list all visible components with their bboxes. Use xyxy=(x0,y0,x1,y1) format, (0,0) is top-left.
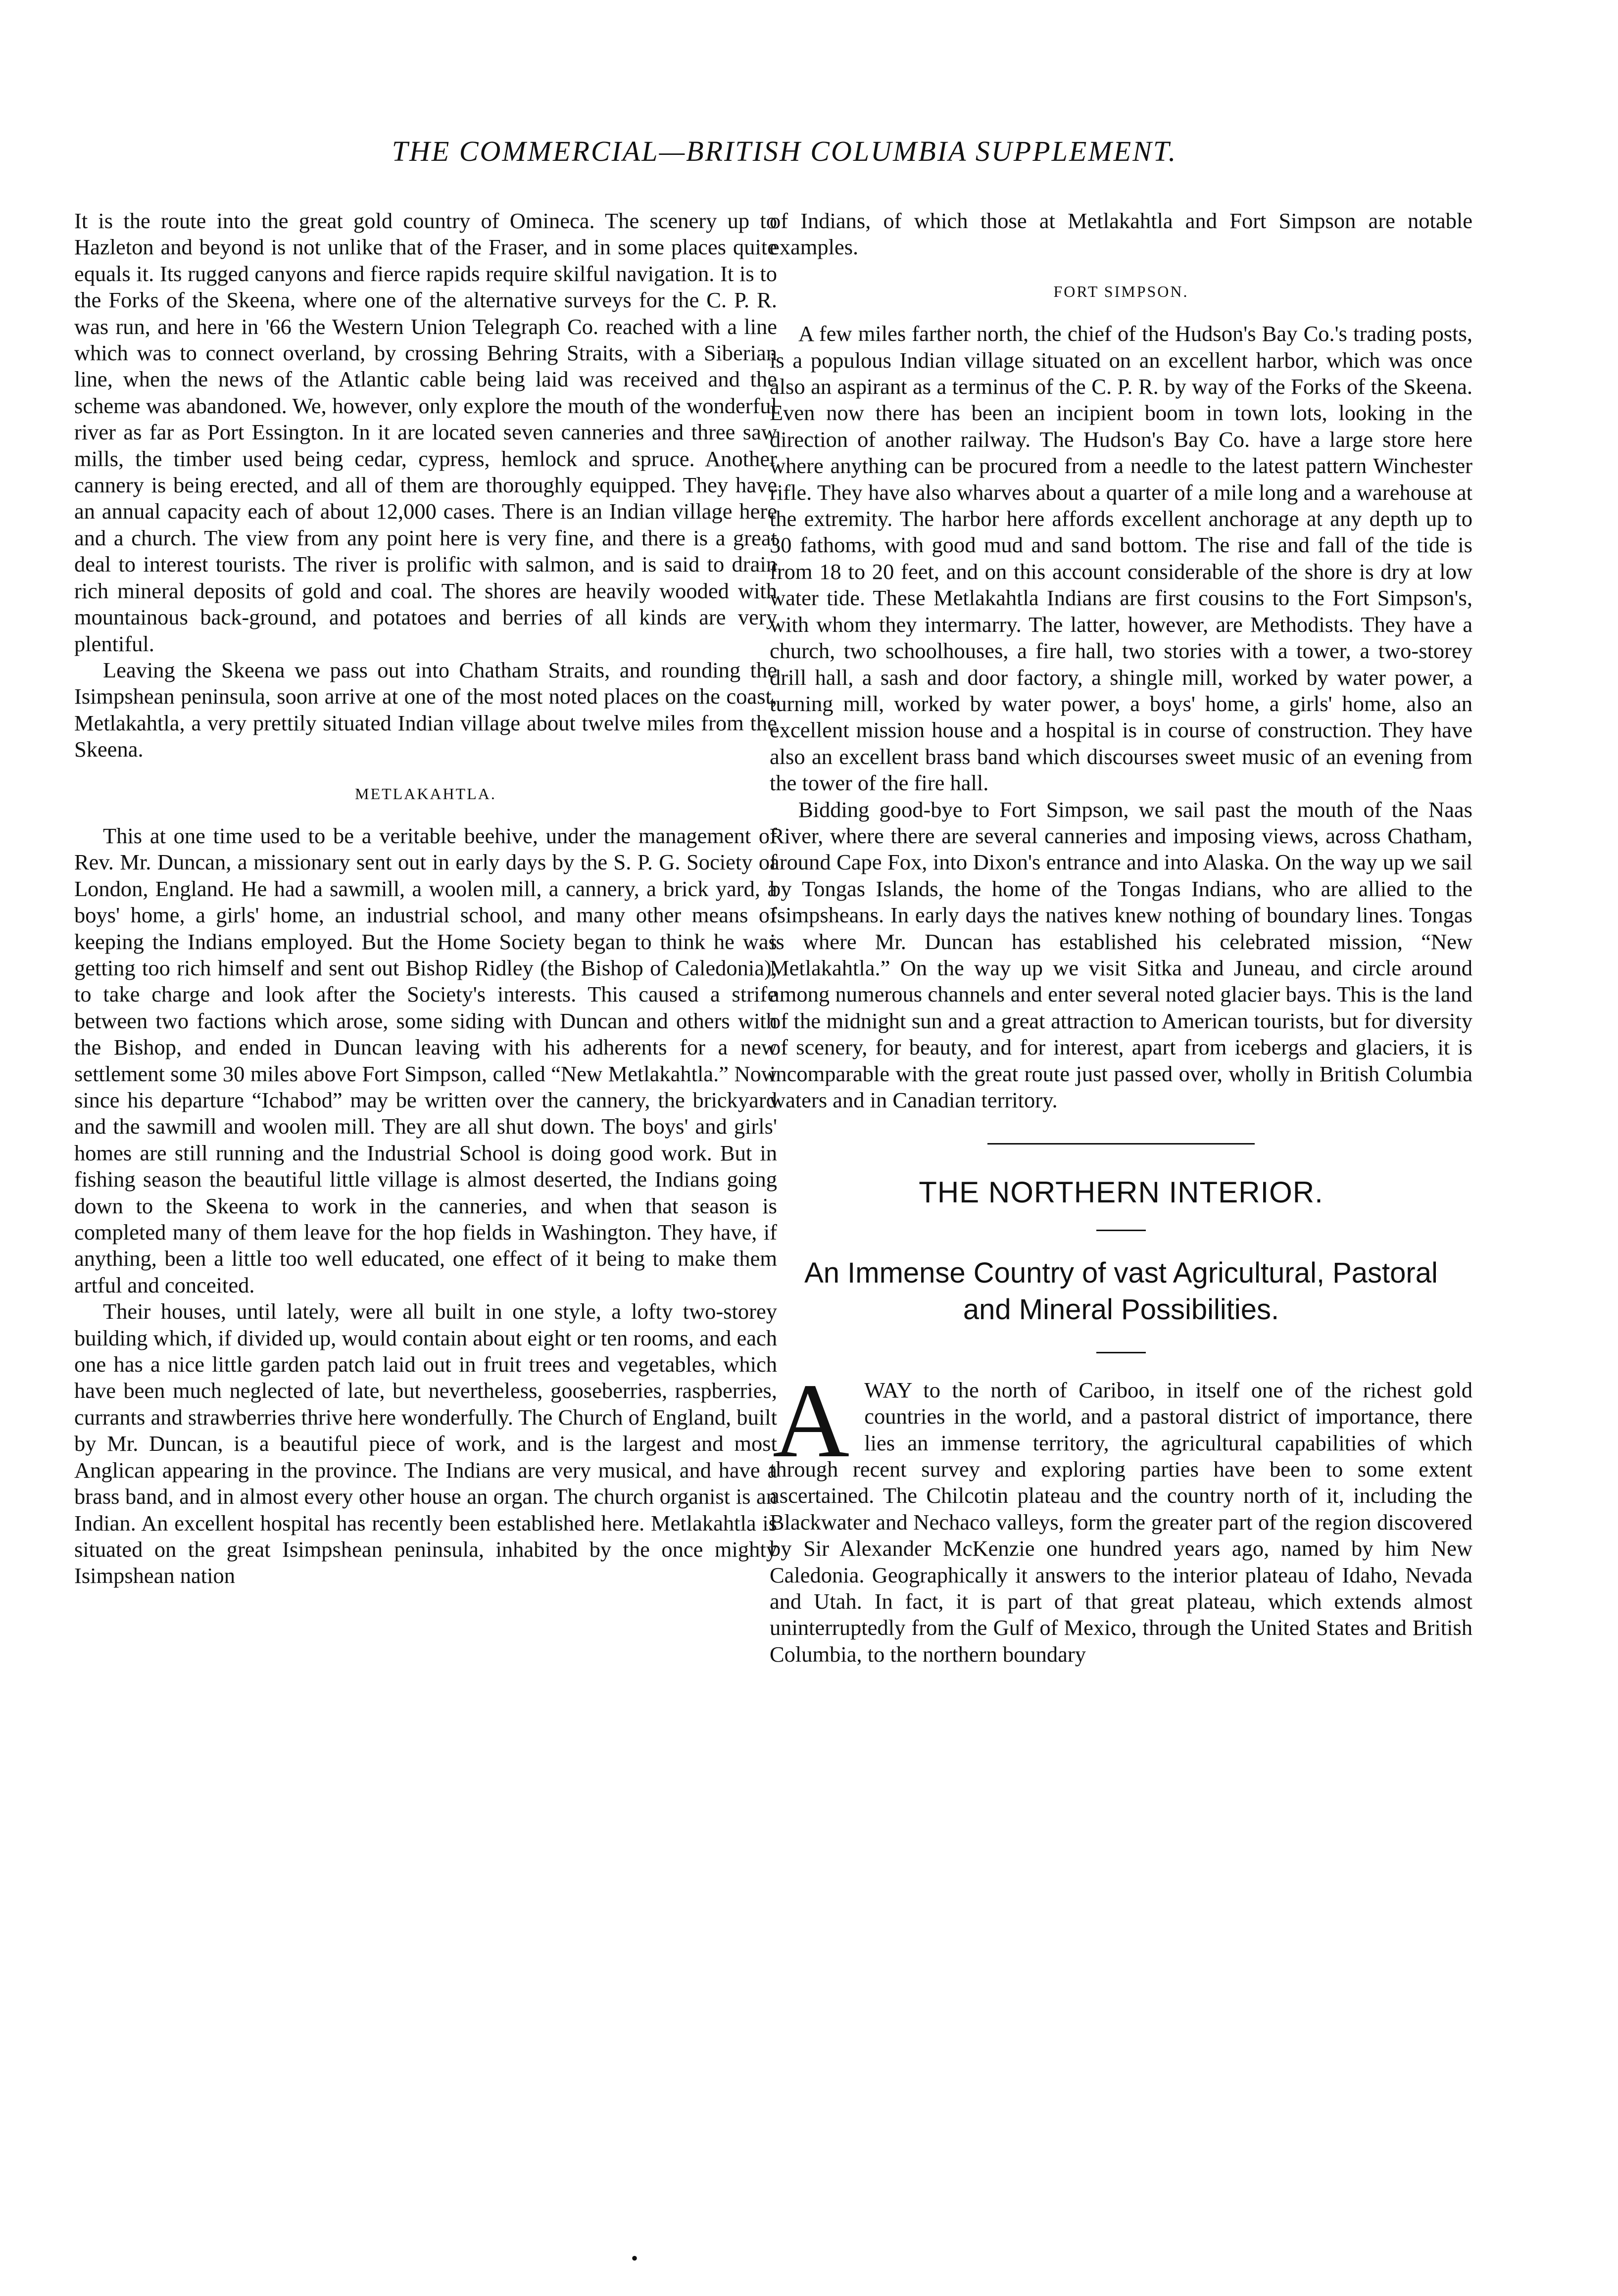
section-subtitle: An Immense Country of vast Agricultural, Pastoral and Mineral Possibilities. xyxy=(804,1256,1438,1326)
paragraph: Bidding good-bye to Fort Simpson, we sail past the mouth of the Naas River, where there are several canneries and imposing views, across Chatham, around Cape Fox, into Dixon's entrance and into Alaska. On the way up we sail by Tongas Islands, the home of the Tongas Indians, who are allied to the Isimpsheans. In early days the natives knew nothing of boundary lines. Tongas is where Mr. Duncan has established his celebrated mission, “New Metlakahtla.” On the way up we visit Sitka and Juneau, and circle around among numerous channels and enter several noted glacier bays. This is the land of the midnight sun and a great attraction to American tourists, but for diversity of scenery, for beauty, and for interest, apart from icebergs and glaciers, it is incomparable with the great route just passed over, wholly in British Columbia waters and in Canadian territory. xyxy=(770,797,1472,1112)
paragraph-with-drop-cap xyxy=(770,1377,1472,1668)
title-divider xyxy=(1096,1230,1146,1231)
page-header-title: THE COMMERCIAL—BRITISH COLUMBIA SUPPLEMENT. xyxy=(392,135,1177,167)
paragraph: This at one time used to be a veritable beehive, under the management of Rev. Mr. Duncan, a missionary sent out in early days by the S. P. G. Society of London, England. He had a sawmill, a woolen mill, a cannery, a brick yard, a boys' home, a girls' home, an industrial school, and many other means of keeping the Indians employed. But the Home Society began to think he was getting too rich himself and sent out Bishop Ridley (the Bishop of Caledonia), to take charge and look after the Society's interests. This caused a strife between two factions which arose, some siding with Duncan and others with the Bishop, and ended in Duncan leaving with his adherents for a new settlement some 30 miles above Fort Simpson, called “New Metlakahtla.” Now since his departure “Ichabod” may be written over the cannery, the brickyard and the sawmill and woolen mill. They are all shut down. The boys' and girls' homes are still running and the Industrial School is doing good work. But in fishing season the beautiful little village is almost deserted, the Indians going down to the Skeena to work in the canneries, and when that season is completed many of them leave for the hop fields in Washington. They have, if anything, been a little too well educated, one effect of it being to make them artful and conceited. xyxy=(74,823,777,1297)
paragraph: Leaving the Skeena we pass out into Chatham Straits, and rounding the Isimpshean peninsula, soon arrive at one of the most noted places on the coast, Metlakahtla, a very prettily situated Indian village about twelve miles from the Skeena. xyxy=(74,657,777,762)
section-divider xyxy=(987,1143,1255,1145)
left-column xyxy=(74,208,777,1589)
subtitle-divider xyxy=(1096,1352,1146,1353)
paragraph: A few miles farther north, the chief of the Hudson's Bay Co.'s trading posts, is a populous Indian village situated on an excellent harbor, which was once also an aspirant as a terminus of the C. P. R. by way of the Forks of the Skeena. Even now there has been an incipient boom in town lots, looking in the direction of another railway. The Hudson's Bay Co. have a large store here where anything can be procured from a needle to the latest pattern Winchester rifle. They have also wharves about a quarter of a mile long and a warehouse at the extremity. The harbor here affords excellent anchorage at any depth up to 30 fathoms, with good mud and sand bottom. The rise and fall of the tide is from 18 to 20 feet, and on this account considerable of the shore is dry at low water tide. These Metlakahtla Indians are first cousins to the Fort Simpson's, with whom they intermarry. The latter, however, are Methodists. They have a church, two schoolhouses, a fire hall, two stories with a tower, a two-storey drill hall, a sash and door factory, a shingle mill, worked by water power, a turning mill, worked by water power, a boys' home, a girls' home, also an excellent mission house and a hospital is in course of construction. They have also an excellent brass band which discourses sweet music of an evening from the tower of the fire hall. xyxy=(770,321,1472,796)
drop-cap: A xyxy=(773,1377,850,1480)
paragraph: of Indians, of which those at Metlakahtla and Fort Simpson are notable examples. xyxy=(770,208,1472,260)
section-title: THE NORTHERN INTERIOR. xyxy=(919,1176,1324,1209)
right-column xyxy=(770,208,1472,1668)
subheading-metlakahtla: METLAKAHTLA. xyxy=(355,784,496,803)
paragraph: Their houses, until lately, were all built in one style, a lofty two-storey building which, if divided up, would contain about eight or ten rooms, and each one has a nice little garden patch laid out in fruit trees and vegetables, which have been much neglected of late, but nevertheless, gooseberries, raspberries, currants and strawberries thrive here wonderfully. The Church of England, built by Mr. Duncan, is a beautiful piece of work, and is the largest and most Anglican appearing in the province. The Indians are very musical, and have a brass band, and in almost every other house an organ. The church organist is an Indian. An excellent hospital has recently been established here. Metlakahtla is situated on the great Isimpshean peninsula, inhabited by the once mighty Isimpshean nation xyxy=(74,1299,777,1588)
paragraph: It is the route into the great gold country of Omineca. The scenery up to Hazleton and beyond is not unlike that of the Fraser, and in some places quite equals it. Its rugged canyons and fierce rapids require skilful navigation. It is to the Forks of the Skeena, where one of the alternative surveys for the C. P. R. was run, and here in '66 the Western Union Telegraph Co. reached with a line which was to connect overland, by crossing Behring Straits, with a Siberian line, when the news of the Atlantic cable being laid was received and the scheme was abandoned. We, however, only explore the mouth of the wonderful river as far as Port Essington. In it are located seven canneries and three saw mills, the timber used being cedar, cypress, hemlock and spruce. Another cannery is being erected, and all of them are thoroughly equipped. They have an annual capacity each of about 12,000 cases. There is an Indian village here and a church. The view from any point here is very fine, and there is a great deal to interest tourists. The river is prolific with salmon, and is said to drain rich mineral deposits of gold and coal. The shores are heavily wooded with mountainous back-ground, and potatoes and berries of all kinds are very plentiful. xyxy=(74,208,777,656)
footer-mark: • xyxy=(631,2247,638,2269)
subheading-fort-simpson: FORT SIMPSON. xyxy=(1053,282,1189,300)
paragraph-text: WAY to the north of Cariboo, in itself one of the richest gold countries in the world, and a pastoral district of importance, there lies an immense territory, the agricultural capabilities of which through recent survey and exploring parties have been to some extent ascertained. The Chilcotin plateau and the country north of it, including the Blackwater and Nechaco valleys, form the greater part of the region discovered by Sir Alexander McKenzie one hundred years ago, named by him New Caledonia. Geographically it answers to the interior plateau of Idaho, Nevada and Utah. In fact, it is part of that great plateau, which extends almost uninterruptedly from the Gulf of Mexico, through the United States and British Columbia, to the northern boundary xyxy=(770,1377,1472,1667)
